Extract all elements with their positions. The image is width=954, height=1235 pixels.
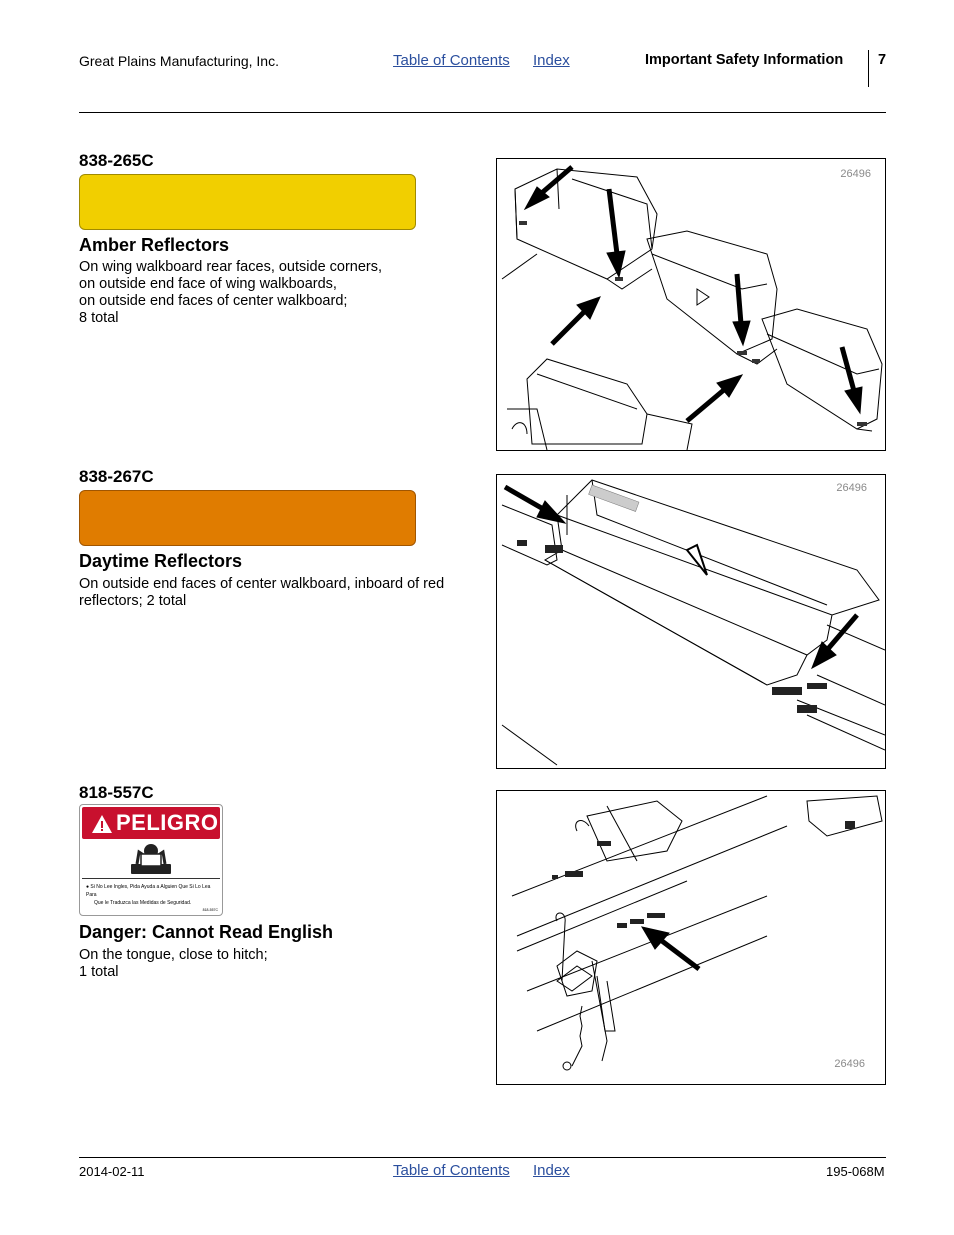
footer-rule bbox=[79, 1157, 886, 1158]
decal-header-text: PELIGRO bbox=[116, 810, 219, 835]
description-line: on outside end face of wing walkboards, bbox=[79, 276, 337, 292]
tongue-hitch-illustration bbox=[497, 791, 885, 1084]
part-number-838-265c: 838-265C bbox=[79, 151, 154, 170]
figure-tongue-decal bbox=[496, 790, 886, 1085]
footer-date: 2014-02-11 bbox=[79, 1164, 145, 1179]
decal-text-line: Si No Lee Ingles, Pida Ayuda a Alguien Que Si Lo Lea Para bbox=[86, 884, 211, 898]
decal-title-amber: Amber Reflectors bbox=[79, 235, 230, 255]
figure-amber-reflectors bbox=[496, 158, 886, 451]
figure-daytime-reflectors bbox=[496, 474, 886, 769]
decal-description-daytime bbox=[79, 576, 444, 610]
decal-text-line: Que le Traduzca las Medidas de Seguridad. bbox=[94, 900, 192, 906]
decal-divider bbox=[82, 878, 220, 879]
description-line: On the tongue, close to hitch; bbox=[79, 947, 268, 963]
decal-code: 818-557C bbox=[202, 908, 218, 912]
decal-header-bar bbox=[82, 807, 220, 839]
peligro-decal bbox=[79, 804, 223, 916]
document-number: 195-068M bbox=[826, 1164, 885, 1179]
company-name: Great Plains Manufacturing, Inc. bbox=[79, 53, 279, 69]
description-line: 1 total bbox=[79, 964, 119, 980]
decal-body-text: ● Si No Lee Ingles, Pida Ayuda a Alguien Que Si Lo Lea Para Que le Traduzca las Medidas de Seguridad. bbox=[86, 883, 222, 907]
figure-number: 26496 bbox=[836, 482, 867, 494]
part-number-818-557c: 818-557C bbox=[79, 783, 154, 802]
part-number-838-267c: 838-267C bbox=[79, 467, 154, 486]
index-link[interactable]: Index bbox=[533, 52, 570, 69]
description-line: 8 total bbox=[79, 310, 119, 326]
description-line: on outside end faces of center walkboard; bbox=[79, 293, 348, 309]
page-number: 7 bbox=[878, 52, 887, 68]
header-divider bbox=[868, 50, 869, 87]
decal-title-danger: Danger: Cannot Read English bbox=[79, 922, 334, 942]
center-walkboard-illustration bbox=[497, 475, 885, 768]
walkboard-illustration bbox=[497, 159, 885, 450]
footer-table-of-contents-link[interactable]: Table of Contents bbox=[393, 1162, 510, 1179]
decal-title-daytime: Daytime Reflectors bbox=[79, 551, 243, 571]
daytime-reflector-swatch bbox=[79, 490, 416, 546]
section-title: Important Safety Information bbox=[645, 52, 844, 68]
decal-description-amber bbox=[79, 259, 382, 327]
table-of-contents-link[interactable]: Table of Contents bbox=[393, 52, 510, 69]
decal-description-danger bbox=[79, 947, 268, 981]
header-rule bbox=[79, 112, 886, 113]
figure-number: 26496 bbox=[834, 1058, 865, 1070]
footer-index-link[interactable]: Index bbox=[533, 1162, 570, 1179]
description-line: On outside end faces of center walkboard, inboard of red bbox=[79, 576, 445, 592]
figure-number: 26496 bbox=[840, 168, 871, 180]
description-line: On wing walkboard rear faces, outside corners, bbox=[79, 259, 383, 275]
description-line: reflectors; 2 total bbox=[79, 593, 187, 609]
person-reading-icon bbox=[129, 842, 173, 876]
amber-reflector-swatch bbox=[79, 174, 416, 230]
warning-triangle-icon bbox=[91, 814, 113, 834]
